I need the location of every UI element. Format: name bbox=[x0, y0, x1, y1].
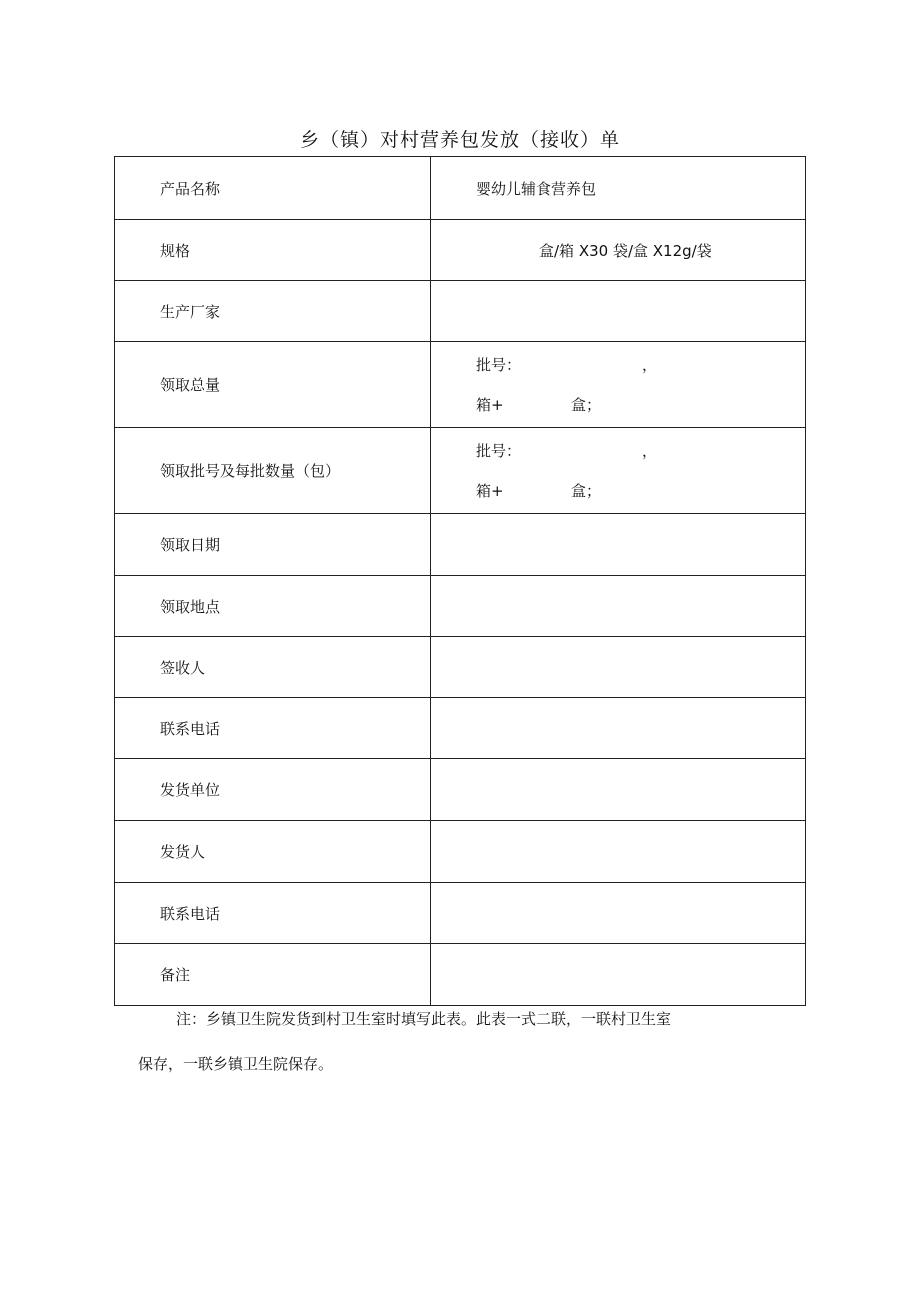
distribution-form-table bbox=[114, 156, 806, 1006]
shipper-phone-label: 联系电话 bbox=[115, 883, 431, 944]
spec-value[interactable]: 盒/箱 X30 袋/盒 X12g/袋 bbox=[431, 220, 806, 281]
spec-label: 规格 bbox=[115, 220, 431, 281]
shipping-unit-label: 发货单位 bbox=[115, 759, 431, 821]
quantity-line bbox=[476, 481, 805, 501]
batch-quantity-value[interactable] bbox=[431, 428, 806, 514]
carton-label: 盒； bbox=[571, 481, 602, 500]
product-name-label: 产品名称 bbox=[115, 157, 431, 220]
table-row bbox=[115, 428, 806, 514]
manufacturer-label: 生产厂家 bbox=[115, 281, 431, 342]
contact-phone-value[interactable] bbox=[431, 698, 806, 759]
table-row bbox=[115, 944, 806, 1006]
table-row bbox=[115, 342, 806, 428]
batch-comma: ， bbox=[642, 441, 658, 460]
batch-number-label: 批号： bbox=[476, 355, 522, 374]
signee-value[interactable] bbox=[431, 637, 806, 698]
signee-label: 签收人 bbox=[115, 637, 431, 698]
form-title: 乡（镇）对村营养包发放（接收）单 bbox=[299, 129, 620, 151]
table-row bbox=[115, 514, 806, 576]
quantity-line bbox=[476, 395, 805, 415]
batch-number-label: 批号： bbox=[476, 441, 522, 460]
receive-date-label: 领取日期 bbox=[115, 514, 431, 576]
manufacturer-value[interactable] bbox=[431, 281, 806, 342]
batch-line bbox=[476, 355, 805, 375]
receive-location-value[interactable] bbox=[431, 576, 806, 637]
product-name-value[interactable]: 婴幼儿辅食营养包 bbox=[431, 157, 806, 220]
table-row bbox=[115, 759, 806, 821]
box-label: 箱+ bbox=[476, 395, 504, 414]
batch-quantity-label: 领取批号及每批数量（包） bbox=[115, 428, 431, 514]
table-row bbox=[115, 698, 806, 759]
footnote-line-2: 保存，一联乡镇卫生院保存。 bbox=[138, 1055, 334, 1073]
receive-location-label: 领取地点 bbox=[115, 576, 431, 637]
batch-comma: ， bbox=[642, 355, 658, 374]
remarks-label: 备注 bbox=[115, 944, 431, 1006]
remarks-value[interactable] bbox=[431, 944, 806, 1006]
receive-date-value[interactable] bbox=[431, 514, 806, 576]
shipper-phone-value[interactable] bbox=[431, 883, 806, 944]
table-row bbox=[115, 157, 806, 220]
shipper-label: 发货人 bbox=[115, 821, 431, 883]
table-row bbox=[115, 637, 806, 698]
table-row bbox=[115, 576, 806, 637]
table-row bbox=[115, 821, 806, 883]
batch-line bbox=[476, 441, 805, 461]
total-quantity-value[interactable] bbox=[431, 342, 806, 428]
table-row bbox=[115, 281, 806, 342]
shipper-value[interactable] bbox=[431, 821, 806, 883]
total-quantity-label: 领取总量 bbox=[115, 342, 431, 428]
carton-label: 盒； bbox=[571, 395, 602, 414]
table-row bbox=[115, 220, 806, 281]
table-row bbox=[115, 883, 806, 944]
footnote-line-1: 注：乡镇卫生院发货到村卫生室时填写此表。此表一式二联，一联村卫生室 bbox=[176, 1010, 672, 1028]
contact-phone-label: 联系电话 bbox=[115, 698, 431, 759]
shipping-unit-value[interactable] bbox=[431, 759, 806, 821]
box-label: 箱+ bbox=[476, 481, 504, 500]
